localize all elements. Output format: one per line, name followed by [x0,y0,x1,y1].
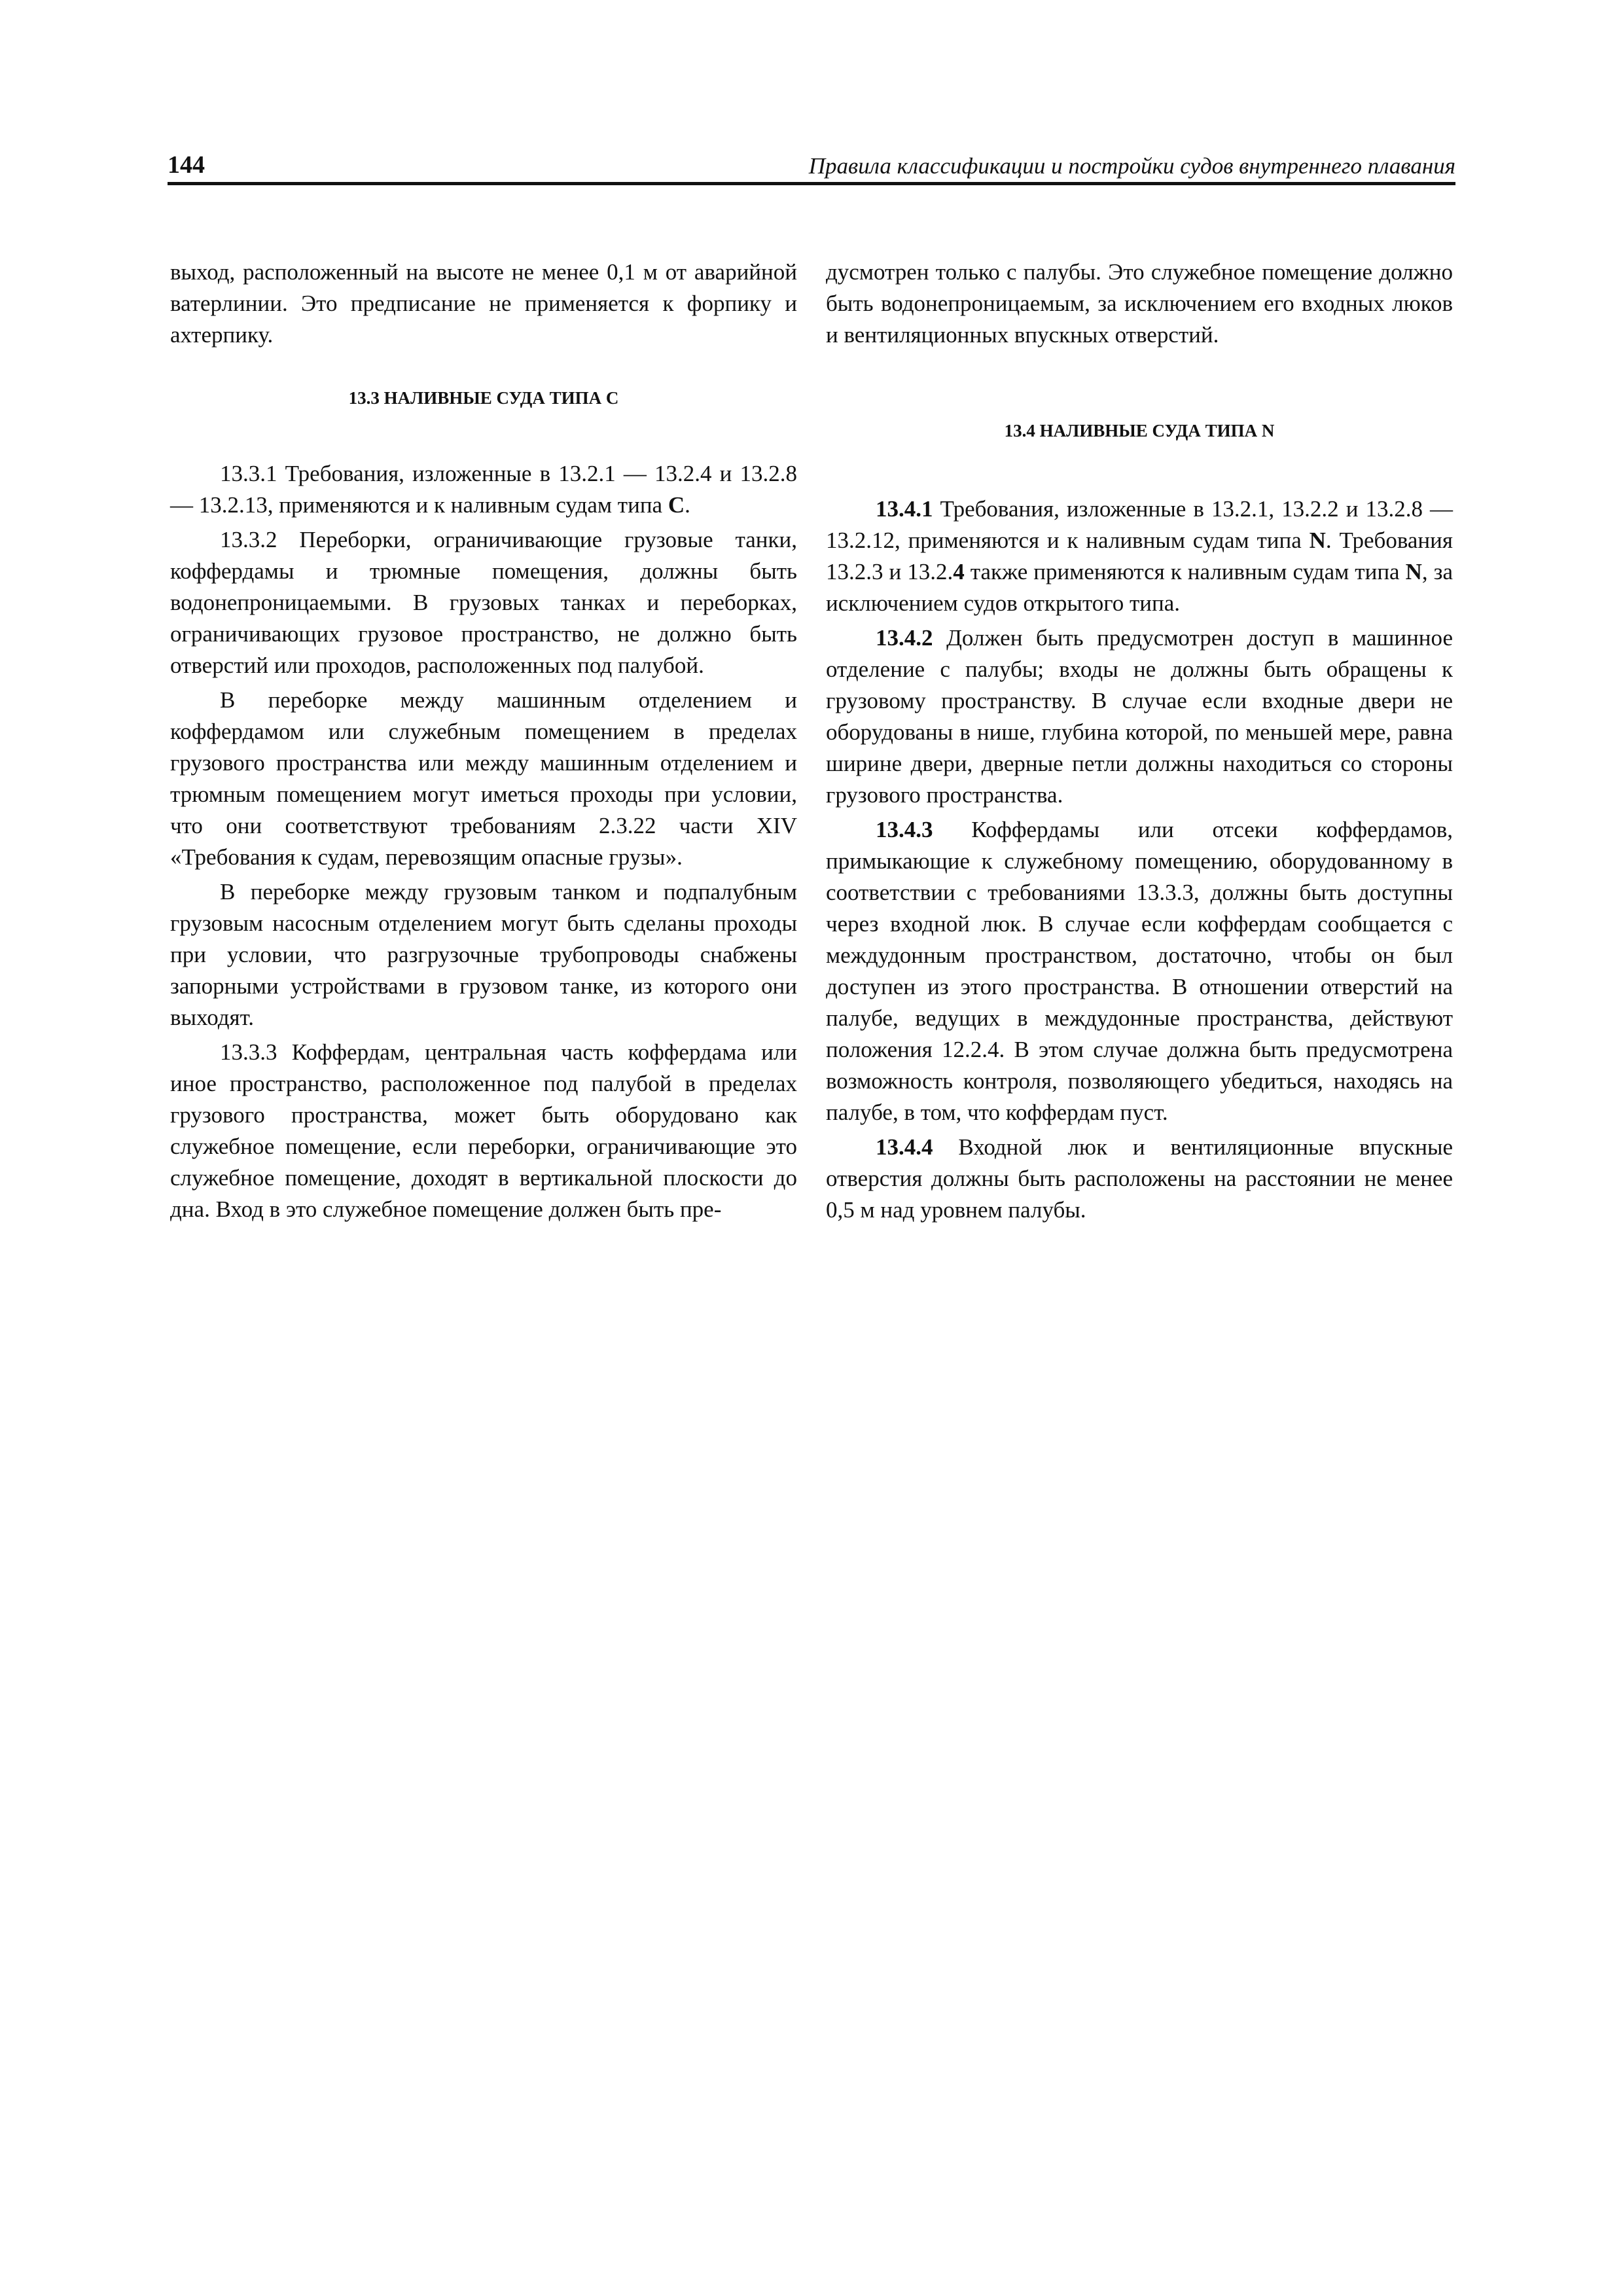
running-title: Правила классификации и постройки судов внутреннего плавания [808,153,1455,179]
clause-number: 13.4.3 [876,817,933,842]
continuation-paragraph: дусмотрен только с палубы. Это служебное помещение должно быть водонепроницаемым, за исключением его входных люков и вентиляционных впускных отверстий. [826,259,1453,348]
clause-13-4-4 [826,1132,1453,1226]
clause-text: Коффердамы или отсеки коффердамов, примыкающие к служебному помещению, оборудованному в соответствии с требованиями 13.3.3, должны быть доступны через входной люк. В случае если коффердам сообщается с междудонным пространством, достаточно, чтобы он был доступен из этого пространства. В отношении отверстий на палубе, ведущих в междудонные пространства, действуют положения 12.2.4. В этом случае должна быть предусмотрена возможность контроля, позволяющего убедиться, находясь на палубе, в том, что коффердам пуст. [826,817,1453,1125]
clause-text: 13.3.1 Требования, изложенные в 13.2.1 — 13.2.4 и 13.2.8 — 13.2.13, применяются и к наливным судам типа [170,461,797,518]
clause-text: Входной люк и вентиляционные впускные отверстия должны быть расположены на расстоянии не менее 0,5 м над уровнем палубы. [826,1134,1453,1223]
left-column [170,257,797,1225]
clause-number: 13.4.1 [876,496,933,522]
clause-13-4-1 [826,493,1453,619]
clause-text: Должен быть предусмотрен доступ в машинное отделение с палубы; входы не должны быть обращены к грузовому пространству. В случае если входные двери не оборудованы в нише, глубина которой, по меньшей мере, равна ширине двери, дверные петли должны находиться со стороны грузового пространства. [826,625,1453,808]
clause-text: , за исключением судов открытого типа. [826,559,1453,616]
continuation-paragraph: выход, расположенный на высоте не менее 0,1 м от аварийной ватерлинии. Это предписание не применяется к форпику и ахтерпику. [170,259,797,348]
ship-type-letter: N [1309,528,1326,553]
paragraph-bulkhead-passages: В переборке между машинным отделением и коффердамом или служебным помещением в пределах грузового пространства или между машинным отделением и трюмным помещением могут иметься проходы при условии, что они соответствуют требованиям 2.3.22 части XIV «Требования к судам, перевозящим опасные грузы». [170,687,797,870]
ship-type-letter: N [1405,559,1422,584]
right-column [826,257,1453,1226]
clause-text: также применяются к наливным судам типа [964,559,1406,584]
clause-13-3-2: 13.3.2 Переборки, ограничивающие грузовые танки, коффердамы и трюмные помещения, должны быть водонепроницаемыми. В грузовых танках и переборках, ограничивающих грузовое пространство, не должно быть отверстий или проходов, расположенных под палубой. [170,527,797,678]
paragraph-pump-room: В переборке между грузовым танком и подпалубным грузовым насосным отделением могут быть сделаны проходы при условии, что разгрузочные трубопроводы снабжены запорными устройствами в грузовом танке, из которого они выходят. [170,879,797,1030]
clause-13-3-3: 13.3.3 Коффердам, центральная часть коффердама или иное пространство, расположенное под палубой в пределах грузового пространства, может быть оборудовано как служебное помещение, если переборки, ограничивающие это служебное помещение, доходят в вертикальной плоскости до дна. Вход в это служебное помещение должен быть пре- [170,1039,797,1222]
page-number: 144 [168,151,205,179]
clause-text: Требования, изложенные в 13.2.1, 13.2.2 и 13.2.8 — 13.2.12, применяются и к наливным судам типа [826,496,1453,553]
page-header [168,145,1455,185]
ship-type-letter: С [668,492,685,518]
clause-text: . [685,492,690,518]
section-heading-13-3: 13.3 НАЛИВНЫЕ СУДА ТИПА С [348,388,619,408]
clause-13-4-3 [826,814,1453,1128]
clause-13-4-2 [826,622,1453,811]
section-heading-13-4: 13.4 НАЛИВНЫЕ СУДА ТИПА N [1004,421,1275,440]
clause-number: 13.4.4 [876,1134,933,1160]
clause-number: 13.4.2 [876,625,933,651]
clause-13-3-1 [170,458,797,521]
clause-ref-digit: 4 [953,559,965,584]
clause-text: . Требования 13.2.3 и 13.2. [826,528,1453,584]
